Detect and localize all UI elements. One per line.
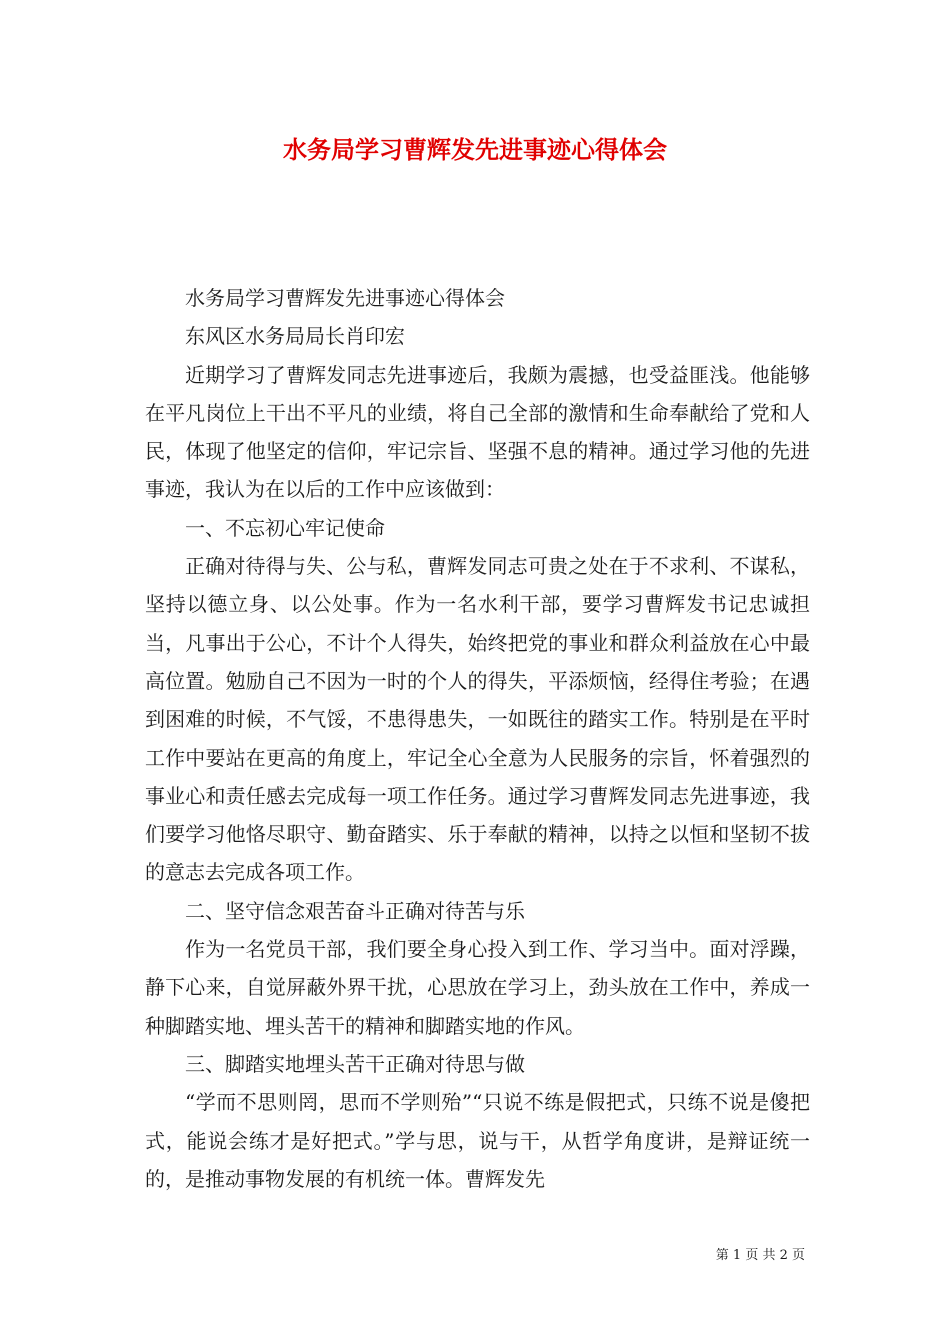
document-body (145, 279, 810, 1198)
section-heading: 一、不忘初心牢记使命 (185, 515, 385, 540)
author-line: 东风区水务局局长肖印宏 (185, 324, 405, 349)
body-paragraph: 近期学习了曹辉发同志先进事迹后，我颇为震撼，也受益匪浅。他能够在平凡岗位上干出不平凡的业绩，将自己全部的激情和生命奉献给了党和人民，体现了他坚定的信仰，牢记宗旨、坚强不息的精神。通过学习他的先进事迹，我认为在以后的工作中应该做到： (145, 362, 810, 502)
page-number: 第 1 页 共 2 页 (715, 1248, 805, 1263)
document-title: 水务局学习曹辉发先进事迹心得体会 (283, 135, 667, 164)
section-heading: 二、坚守信念艰苦奋斗正确对待苦与乐 (185, 898, 525, 923)
section-heading: 三、脚踏实地埋头苦干正确对待思与做 (185, 1051, 525, 1076)
body-paragraph: 水务局学习曹辉发先进事迹心得体会 (185, 286, 505, 310)
body-paragraph: “学而不思则罔，思而不学则殆”“只说不练是假把式，只练不说是傻把式，能说会练才是好把式。”学与思，说与干，从哲学角度讲，是辩证统一的，是推动事物发展的有机统一体。曹辉发先 (145, 1090, 810, 1191)
body-paragraph: 正确对待得与失、公与私，曹辉发同志可贵之处在于不求利、不谋私，坚持以德立身、以公处事。作为一名水利干部，要学习曹辉发书记忠诚担当，凡事出于公心，不计个人得失，始终把党的事业和群众利益放在心中最高位置。勉励自己不因为一时的个人的得失，平添烦恼，经得住考验；在遇到困难的时候，不气馁，不患得患失，一如既往的踏实工作。特别是在平时工作中要站在更高的角度上，牢记全心全意为人民服务的宗旨，怀着强烈的事业心和责任感去完成每一项工作任务。通过学习曹辉发同志先进事迹，我们要学习他恪尽职守、勤奋踏实、乐于奉献的精神，以持之以恒和坚韧不拔的意志去完成各项工作。 (145, 554, 810, 885)
body-paragraph: 作为一名党员干部，我们要全身心投入到工作、学习当中。面对浮躁，静下心来，自觉屏蔽外界干扰，心思放在学习上，劲头放在工作中，养成一种脚踏实地、埋头苦干的精神和脚踏实地的作风。 (145, 937, 810, 1038)
